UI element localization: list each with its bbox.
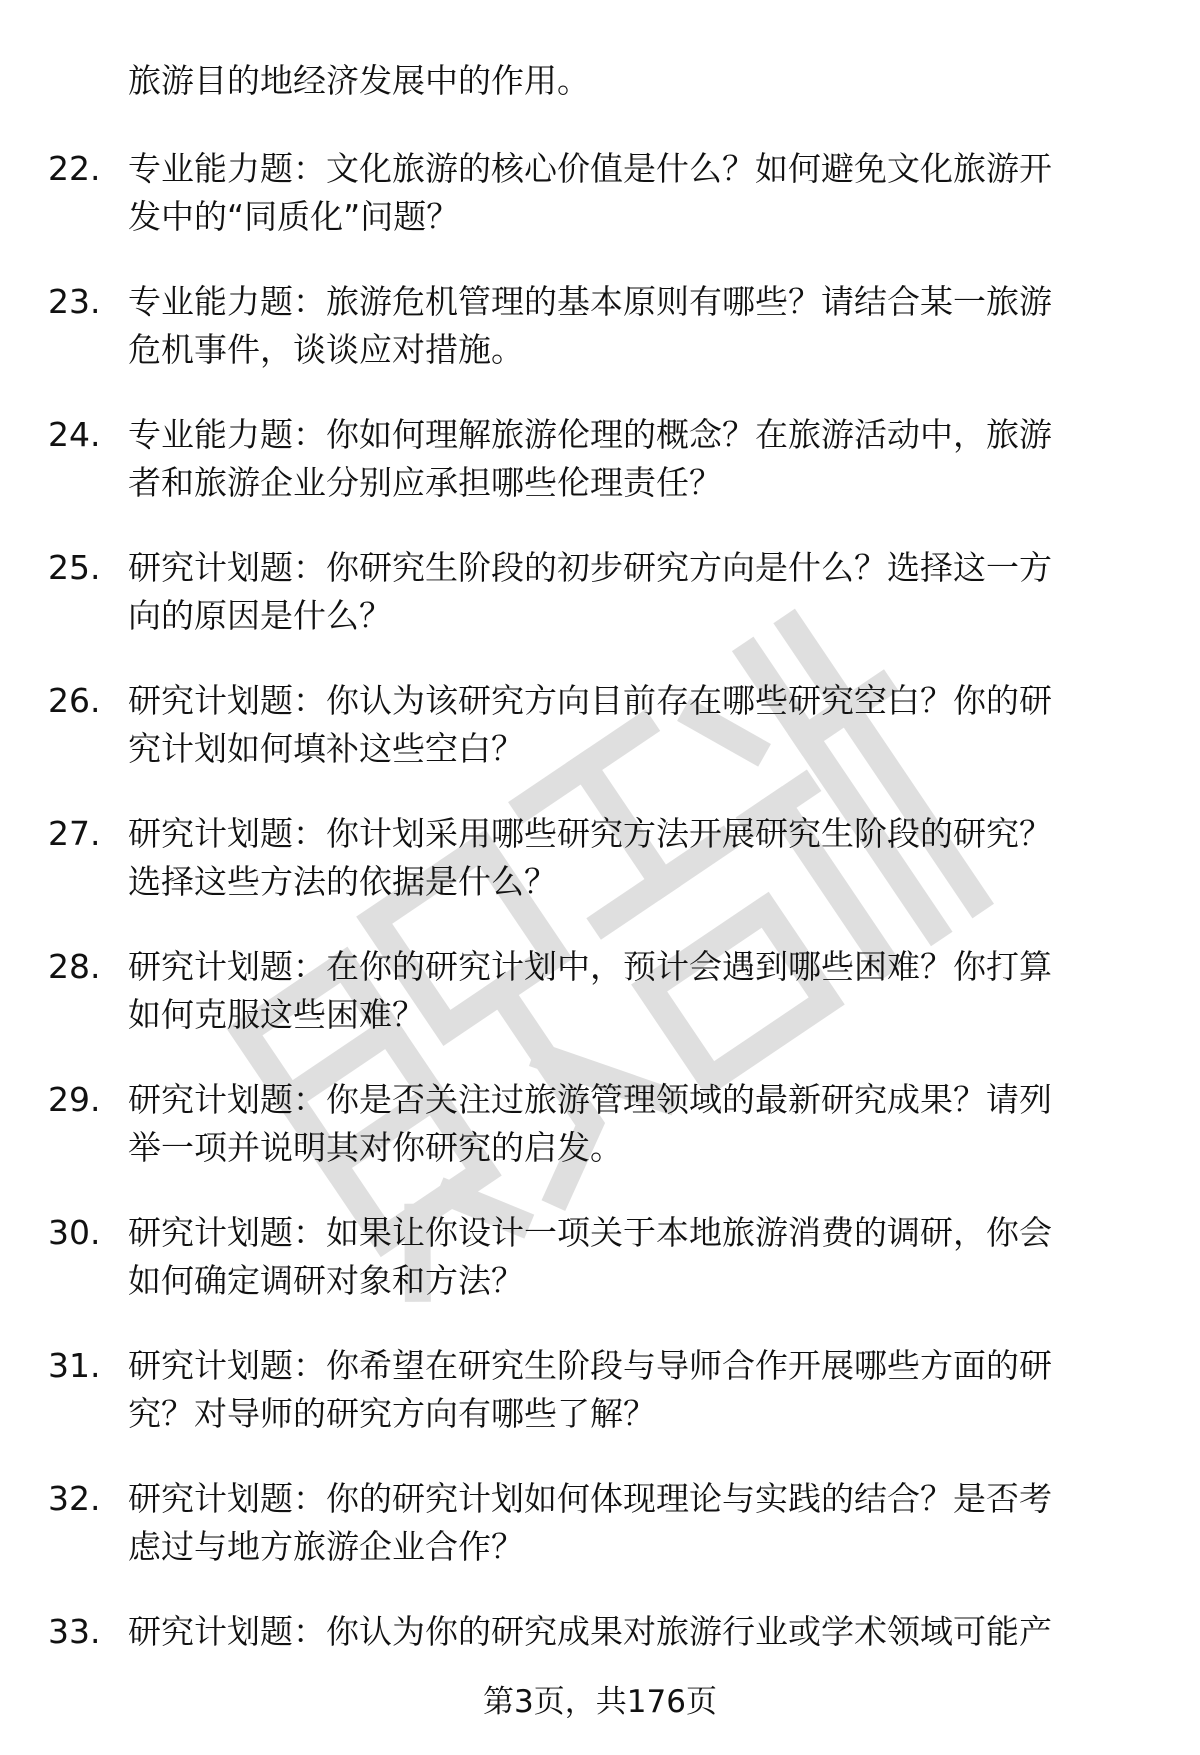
question-number: 31. — [48, 1346, 101, 1385]
question-line: 选择这些方法的依据是什么？ — [128, 862, 557, 901]
question-line: 如何克服这些困难？ — [128, 995, 425, 1034]
question-line: 研究计划题：你计划采用哪些研究方法开展研究生阶段的研究？ — [128, 814, 1052, 853]
question-line: 究计划如何填补这些空白？ — [128, 729, 524, 768]
question-item — [0, 544, 1200, 677]
question-number: 24. — [48, 415, 101, 454]
question-line: 者和旅游企业分别应承担哪些伦理责任？ — [128, 463, 722, 502]
question-line: 究？对导师的研究方向有哪些了解？ — [128, 1394, 656, 1433]
question-text — [128, 278, 1138, 374]
question-line: 研究计划题：你的研究计划如何体现理论与实践的结合？是否考 — [128, 1479, 1052, 1518]
question-line: 如何确定调研对象和方法？ — [128, 1261, 524, 1300]
question-text — [128, 145, 1138, 241]
question-item — [0, 1342, 1200, 1475]
question-item — [0, 278, 1200, 411]
question-line: 虑过与地方旅游企业合作？ — [128, 1527, 524, 1566]
question-line: 研究计划题：你是否关注过旅游管理领域的最新研究成果？请列 — [128, 1080, 1052, 1119]
question-number: 30. — [48, 1213, 101, 1252]
question-line: 研究计划题：你研究生阶段的初步研究方向是什么？选择这一方 — [128, 548, 1052, 587]
question-item — [0, 943, 1200, 1076]
continuation-text: 旅游目的地经济发展中的作用。 — [128, 61, 590, 100]
question-line: 专业能力题：文化旅游的核心价值是什么？如何避免文化旅游开 — [128, 149, 1052, 188]
question-text — [128, 1076, 1138, 1172]
question-line: 危机事件，谈谈应对措施。 — [128, 330, 524, 369]
page-footer: 第3页，共176页 — [483, 1684, 717, 1720]
question-number: 23. — [48, 282, 101, 321]
question-item — [0, 411, 1200, 544]
question-number: 25. — [48, 548, 101, 587]
question-line: 研究计划题：你认为该研究方向目前存在哪些研究空白？你的研 — [128, 681, 1052, 720]
question-item — [0, 1475, 1200, 1608]
question-list — [0, 145, 1200, 1741]
question-text — [128, 1209, 1138, 1305]
question-item — [0, 677, 1200, 810]
question-item — [0, 145, 1200, 278]
question-number: 27. — [48, 814, 101, 853]
question-line: 研究计划题：如果让你设计一项关于本地旅游消费的调研，你会 — [128, 1213, 1052, 1252]
question-line: 研究计划题：你希望在研究生阶段与导师合作开展哪些方面的研 — [128, 1346, 1052, 1385]
question-line: 研究计划题：在你的研究计划中，预计会遇到哪些困难？你打算 — [128, 947, 1052, 986]
question-item — [0, 1209, 1200, 1342]
question-text — [128, 943, 1138, 1039]
question-line: 研究计划题：你认为你的研究成果对旅游行业或学术领域可能产 — [128, 1612, 1052, 1651]
question-text — [128, 1608, 1138, 1656]
question-line: 专业能力题：旅游危机管理的基本原则有哪些？请结合某一旅游 — [128, 282, 1052, 321]
question-text — [128, 544, 1138, 640]
question-line: 举一项并说明其对你研究的启发。 — [128, 1128, 623, 1167]
question-line: 向的原因是什么？ — [128, 596, 392, 635]
question-item — [0, 810, 1200, 943]
question-number: 29. — [48, 1080, 101, 1119]
question-text — [128, 411, 1138, 507]
question-line: 发中的“同质化”问题？ — [128, 197, 460, 236]
question-text — [128, 677, 1138, 773]
question-number: 22. — [48, 149, 101, 188]
question-number: 28. — [48, 947, 101, 986]
question-text — [128, 810, 1138, 906]
question-text — [128, 1475, 1138, 1571]
question-number: 26. — [48, 681, 101, 720]
question-text — [128, 1342, 1138, 1438]
question-item — [0, 1076, 1200, 1209]
question-number: 33. — [48, 1612, 101, 1651]
question-number: 32. — [48, 1479, 101, 1518]
question-line: 专业能力题：你如何理解旅游伦理的概念？在旅游活动中，旅游 — [128, 415, 1052, 454]
